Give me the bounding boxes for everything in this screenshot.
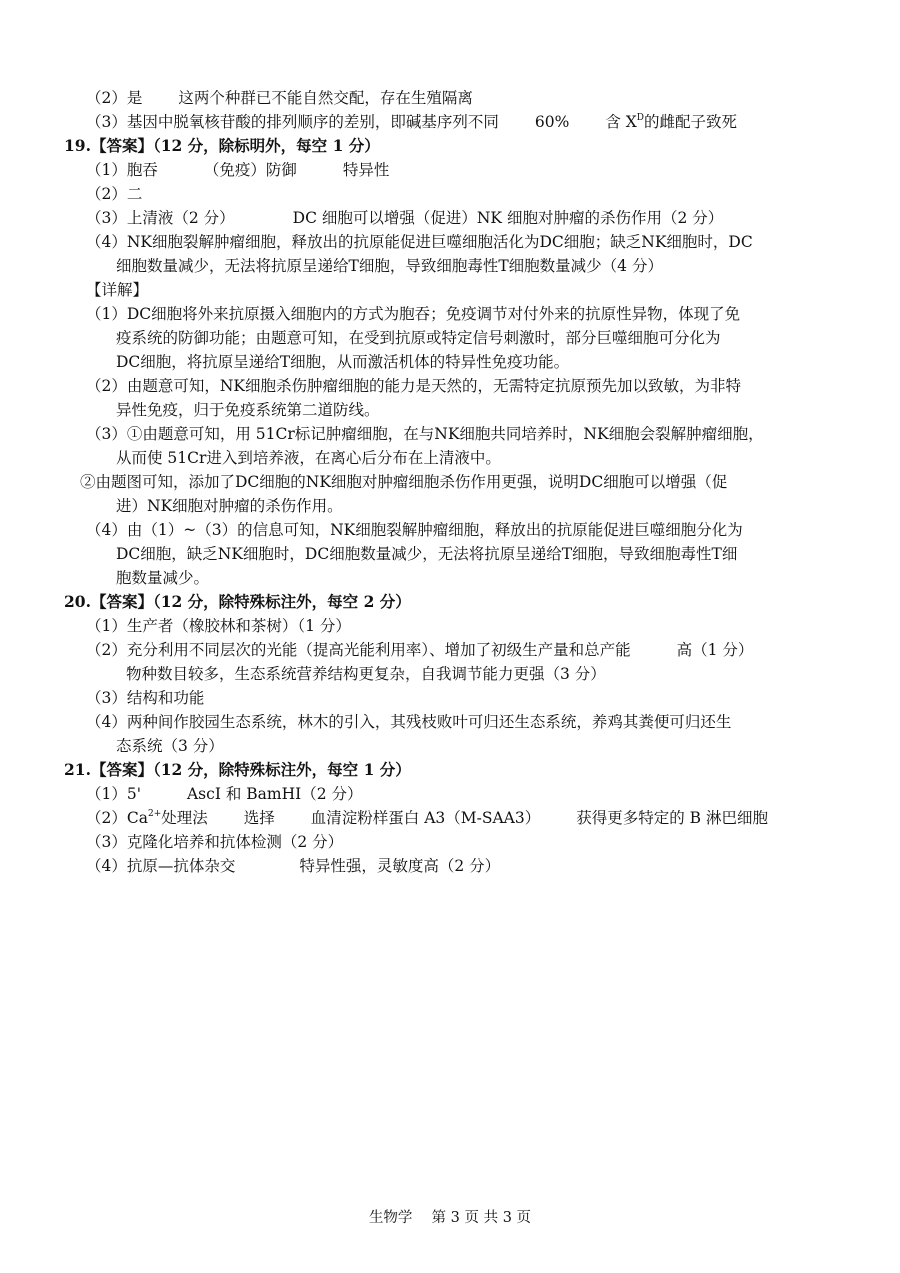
q20-answer-4-line2: 态系统（3 分） [116,737,224,755]
q19-answer-4-line2: 细胞数量减少，无法将抗原呈递给T细胞，导致细胞毒性T细胞数量减少（4 分） [116,257,663,275]
q19-answer-4-line1: （4）NK细胞裂解肿瘤细胞，释放出的抗原能促进巨噬细胞活化为DC细胞；缺乏NK细胞时，DC [86,233,753,251]
q21-heading: 21.【答案】（12 分，除特殊标注外，每空 1 分） [64,760,411,779]
q19-answer-3: （3）上清液（2 分） DC 细胞可以增强（促进）NK 细胞对肿瘤的杀伤作用（2 分） [86,209,724,227]
q18-answer-2: （2）是 这两个种群已不能自然交配，存在生殖隔离 [86,89,473,107]
q19-detail-2-line2: 异性免疫，归于免疫系统第二道防线。 [116,401,380,419]
q21-answer-1: （1）5' AscI 和 BamHI（2 分） [86,785,363,803]
q20-heading: 20.【答案】（12 分，除特殊标注外，每空 2 分） [64,592,411,611]
q19-detail-1-line3: DC细胞，将抗原呈递给T细胞，从而激活机体的特异性免疫功能。 [116,353,570,371]
q19-detail-3-line2: 从而使 51Cr进入到培养液，在离心后分布在上清液中。 [116,449,501,467]
q20-answer-2-line1: （2）充分利用不同层次的光能（提高光能利用率）、增加了初级生产量和总产能 高（1 分） [86,641,754,659]
q19-detail-1-line1: （1）DC细胞将外来抗原摄入细胞内的方式为胞吞；免疫调节对付外来的抗原性异物，体现了免 [86,305,741,323]
q19-detail-4-line2: DC细胞，缺乏NK细胞时，DC细胞数量减少，无法将抗原呈递给T细胞，导致细胞毒性T细 [116,545,738,563]
q21-answer-3: （3）克隆化培养和抗体检测（2 分） [86,833,344,851]
q19-detail-heading: 【详解】 [86,281,149,299]
q18-answer-3: （3）基因中脱氧核苷酸的排列顺序的差别，即碱基序列不同 60% 含 $X^D$的雌配子致死 [86,112,738,131]
q19-detail-1-line2: 疫系统的防御功能；由题意可知，在受到抗原或特定信号刺激时，部分巨噬细胞可分化为 [116,329,721,347]
q21-answer-4: （4）抗原—抗体杂交 特异性强，灵敏度高（2 分） [86,857,501,875]
q19-detail-3-line3: ②由题图可知，添加了DC细胞的NK细胞对肿瘤细胞杀伤作用更强，说明DC细胞可以增强（促 [80,473,728,491]
q20-answer-1: （1）生产者（橡胶林和茶树）（1 分） [86,617,351,635]
q20-answer-3: （3）结构和功能 [86,689,205,707]
q19-detail-2-line1: （2）由题意可知，NK细胞杀伤肿瘤细胞的能力是天然的，无需特定抗原预先加以致敏，为非特 [86,377,742,395]
q19-answer-2: （2）二 [86,185,143,203]
q19-detail-4-line1: （4）由（1）~（3）的信息可知，NK细胞裂解肿瘤细胞，释放出的抗原能促进巨噬细胞分化为 [86,521,743,539]
q19-answer-1: （1）胞吞 （免疫）防御 特异性 [86,161,390,179]
q20-answer-2-line2: 物种数目较多，生态系统营养结构更复杂，自我调节能力更强（3 分） [126,665,606,683]
q19-detail-4-line3: 胞数量减少。 [116,569,210,587]
q20-answer-4-line1: （4）两种间作胶园生态系统，林木的引入，其残枝败叶可归还生态系统，养鸡其粪便可归还生 [86,713,732,731]
q19-heading: 19.【答案】（12 分，除标明外，每空 1 分） [64,136,380,155]
q19-detail-3-line1: （3）①由题意可知，用 51Cr标记肿瘤细胞，在与NK细胞共同培养时，NK细胞会裂解肿瘤细胞， [86,425,764,443]
q19-detail-3-line4: 进）NK细胞对肿瘤的杀伤作用。 [116,497,343,515]
q21-answer-2: $(2)Ca^{2+}$处理法 选择 血清淀粉样蛋白 A3（M-SAA3） 获得更多特定的 B 淋巴细胞 [86,808,768,827]
page-footer: 生物学 第 3 页 共 3 页 [368,1210,532,1226]
